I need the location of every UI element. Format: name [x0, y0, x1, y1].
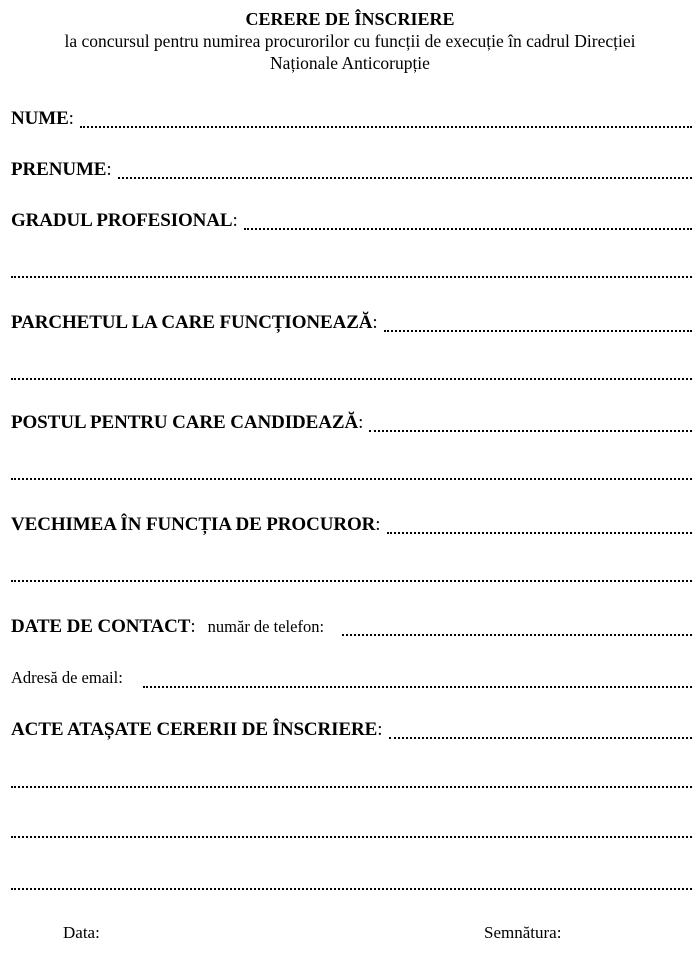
field-parchet-continuation-line[interactable]	[11, 378, 692, 380]
field-telefon-label: număr de telefon:	[207, 617, 325, 636]
field-grad-continuation-line[interactable]	[11, 276, 692, 278]
field-vechime-label: VECHIMEA ÎN FUNCȚIA DE PROCUROR	[11, 514, 376, 535]
document-subtitle-line1: la concursul pentru numirea procurorilor cu funcții de execuție în cadrul Direcției	[64, 31, 636, 51]
field-vechime-input-line[interactable]	[387, 532, 692, 534]
field-telefon-input-line[interactable]	[342, 634, 692, 636]
field-email-row	[11, 668, 692, 692]
field-vechime-row	[11, 514, 692, 538]
field-email-label: Adresă de email:	[11, 668, 123, 687]
colon: :	[358, 412, 364, 433]
field-prenume-label: PRENUME	[11, 159, 107, 180]
field-acte-row	[11, 719, 692, 743]
date-label: Data:	[63, 923, 100, 942]
field-post-row	[11, 412, 692, 436]
field-acte-continuation-line-1[interactable]	[11, 786, 692, 788]
field-nume-input-line[interactable]	[80, 126, 692, 128]
field-post-input-line[interactable]	[369, 430, 692, 432]
field-acte-label: ACTE ATAȘATE CERERII DE ÎNSCRIERE	[11, 719, 378, 740]
field-vechime-continuation-line[interactable]	[11, 580, 692, 582]
document-subtitle-line2: Naționale Anticorupție	[270, 53, 430, 73]
field-parchet-label: PARCHETUL LA CARE FUNCȚIONEAZĂ	[11, 312, 373, 333]
document-header	[0, 8, 700, 74]
field-grad-input-line[interactable]	[244, 228, 692, 230]
field-acte-input-line[interactable]	[389, 737, 692, 739]
field-nume-row	[11, 108, 692, 132]
colon: :	[190, 616, 196, 637]
colon: :	[372, 312, 378, 333]
field-parchet-row	[11, 312, 692, 336]
field-contact-label: DATE DE CONTACT	[11, 616, 191, 637]
document-title: CERERE DE ÎNSCRIERE	[245, 9, 455, 29]
colon: :	[106, 159, 112, 180]
signature-label: Semnătura:	[484, 923, 562, 942]
field-acte-continuation-line-2[interactable]	[11, 836, 692, 838]
field-post-label: POSTUL PENTRU CARE CANDIDEAZĂ	[11, 412, 359, 433]
field-contact-row	[11, 616, 692, 640]
colon: :	[68, 108, 74, 129]
field-prenume-input-line[interactable]	[118, 177, 692, 179]
colon: :	[377, 719, 383, 740]
field-prenume-row	[11, 159, 692, 183]
field-post-continuation-line[interactable]	[11, 478, 692, 480]
colon: :	[232, 210, 238, 231]
field-nume-label: NUME	[11, 108, 69, 129]
field-parchet-input-line[interactable]	[384, 330, 692, 332]
colon: :	[375, 514, 381, 535]
field-email-input-line[interactable]	[143, 686, 692, 688]
field-grad-label: GRADUL PROFESIONAL	[11, 210, 233, 231]
field-acte-continuation-line-3[interactable]	[11, 888, 692, 890]
field-grad-row	[11, 210, 692, 234]
